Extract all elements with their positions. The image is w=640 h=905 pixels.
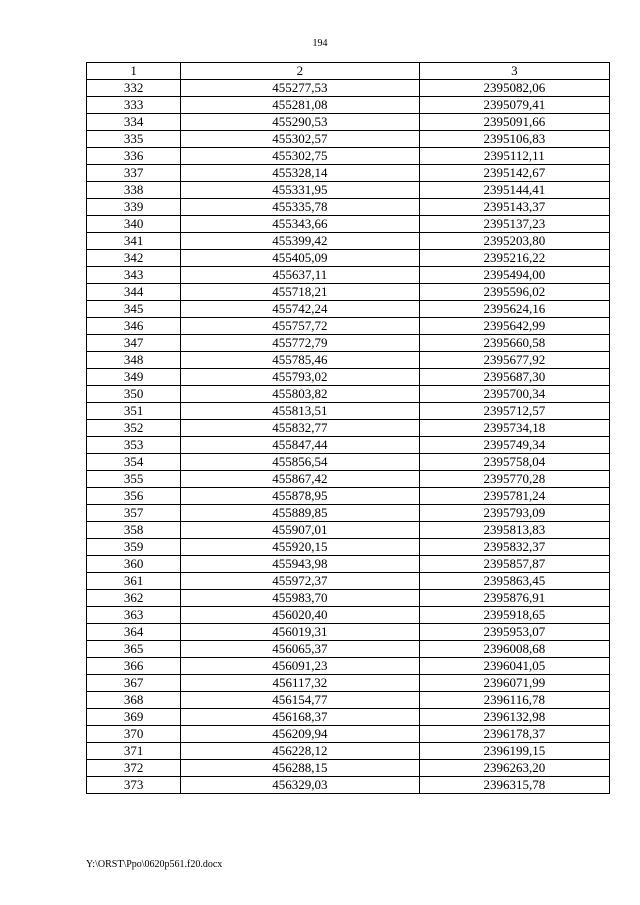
y-coordinate-cell: 2395953,07 xyxy=(419,624,609,641)
table-row xyxy=(87,284,610,301)
y-coordinate-cell: 2395781,24 xyxy=(419,488,609,505)
point-number-cell: 334 xyxy=(87,114,181,131)
table-row xyxy=(87,267,610,284)
x-coordinate-cell: 455878,95 xyxy=(181,488,419,505)
point-number-cell: 366 xyxy=(87,658,181,675)
x-coordinate-cell: 455847,44 xyxy=(181,437,419,454)
table-row xyxy=(87,182,610,199)
table-row xyxy=(87,692,610,709)
column-header-1: 1 xyxy=(87,63,181,80)
y-coordinate-cell: 2395712,57 xyxy=(419,403,609,420)
point-number-cell: 332 xyxy=(87,80,181,97)
point-number-cell: 341 xyxy=(87,233,181,250)
x-coordinate-cell: 455335,78 xyxy=(181,199,419,216)
y-coordinate-cell: 2395091,66 xyxy=(419,114,609,131)
y-coordinate-cell: 2395137,23 xyxy=(419,216,609,233)
x-coordinate-cell: 456065,37 xyxy=(181,641,419,658)
point-number-cell: 360 xyxy=(87,556,181,573)
x-coordinate-cell: 455637,11 xyxy=(181,267,419,284)
point-number-cell: 369 xyxy=(87,709,181,726)
point-number-cell: 336 xyxy=(87,148,181,165)
y-coordinate-cell: 2395863,45 xyxy=(419,573,609,590)
table-row xyxy=(87,97,610,114)
y-coordinate-cell: 2395918,65 xyxy=(419,607,609,624)
point-number-cell: 342 xyxy=(87,250,181,267)
point-number-cell: 347 xyxy=(87,335,181,352)
y-coordinate-cell: 2395596,02 xyxy=(419,284,609,301)
point-number-cell: 338 xyxy=(87,182,181,199)
x-coordinate-cell: 455331,95 xyxy=(181,182,419,199)
y-coordinate-cell: 2395142,67 xyxy=(419,165,609,182)
y-coordinate-cell: 2395734,18 xyxy=(419,420,609,437)
x-coordinate-cell: 455920,15 xyxy=(181,539,419,556)
y-coordinate-cell: 2395143,37 xyxy=(419,199,609,216)
point-number-cell: 363 xyxy=(87,607,181,624)
y-coordinate-cell: 2395494,00 xyxy=(419,267,609,284)
y-coordinate-cell: 2395642,99 xyxy=(419,318,609,335)
x-coordinate-cell: 455867,42 xyxy=(181,471,419,488)
table-row xyxy=(87,607,610,624)
point-number-cell: 346 xyxy=(87,318,181,335)
x-coordinate-cell: 455742,24 xyxy=(181,301,419,318)
table-row xyxy=(87,301,610,318)
x-coordinate-cell: 456209,94 xyxy=(181,726,419,743)
point-number-cell: 345 xyxy=(87,301,181,318)
y-coordinate-cell: 2395832,37 xyxy=(419,539,609,556)
point-number-cell: 333 xyxy=(87,97,181,114)
y-coordinate-cell: 2395660,58 xyxy=(419,335,609,352)
table-row xyxy=(87,590,610,607)
point-number-cell: 337 xyxy=(87,165,181,182)
x-coordinate-cell: 456020,40 xyxy=(181,607,419,624)
x-coordinate-cell: 455813,51 xyxy=(181,403,419,420)
coordinates-table xyxy=(86,62,610,794)
page-number: 194 xyxy=(312,38,328,49)
point-number-cell: 343 xyxy=(87,267,181,284)
x-coordinate-cell: 455793,02 xyxy=(181,369,419,386)
y-coordinate-cell: 2395079,41 xyxy=(419,97,609,114)
y-coordinate-cell: 2395624,16 xyxy=(419,301,609,318)
y-coordinate-cell: 2395203,80 xyxy=(419,233,609,250)
y-coordinate-cell: 2396041,05 xyxy=(419,658,609,675)
table-row xyxy=(87,760,610,777)
point-number-cell: 335 xyxy=(87,131,181,148)
table-row xyxy=(87,726,610,743)
point-number-cell: 350 xyxy=(87,386,181,403)
x-coordinate-cell: 455856,54 xyxy=(181,454,419,471)
y-coordinate-cell: 2395700,34 xyxy=(419,386,609,403)
point-number-cell: 340 xyxy=(87,216,181,233)
point-number-cell: 349 xyxy=(87,369,181,386)
point-number-cell: 356 xyxy=(87,488,181,505)
y-coordinate-cell: 2395112,11 xyxy=(419,148,609,165)
y-coordinate-cell: 2396132,98 xyxy=(419,709,609,726)
table-row xyxy=(87,148,610,165)
table-row xyxy=(87,641,610,658)
x-coordinate-cell: 456117,32 xyxy=(181,675,419,692)
x-coordinate-cell: 455983,70 xyxy=(181,590,419,607)
table-row xyxy=(87,522,610,539)
y-coordinate-cell: 2395813,83 xyxy=(419,522,609,539)
x-coordinate-cell: 455889,85 xyxy=(181,505,419,522)
y-coordinate-cell: 2395758,04 xyxy=(419,454,609,471)
point-number-cell: 354 xyxy=(87,454,181,471)
x-coordinate-cell: 455972,37 xyxy=(181,573,419,590)
y-coordinate-cell: 2395793,09 xyxy=(419,505,609,522)
table-row xyxy=(87,437,610,454)
x-coordinate-cell: 456091,23 xyxy=(181,658,419,675)
table-body xyxy=(87,80,610,794)
y-coordinate-cell: 2395144,41 xyxy=(419,182,609,199)
x-coordinate-cell: 455718,21 xyxy=(181,284,419,301)
point-number-cell: 344 xyxy=(87,284,181,301)
point-number-cell: 361 xyxy=(87,573,181,590)
x-coordinate-cell: 456288,15 xyxy=(181,760,419,777)
point-number-cell: 353 xyxy=(87,437,181,454)
y-coordinate-cell: 2395677,92 xyxy=(419,352,609,369)
table-row xyxy=(87,454,610,471)
y-coordinate-cell: 2396199,15 xyxy=(419,743,609,760)
y-coordinate-cell: 2395106,83 xyxy=(419,131,609,148)
table-row xyxy=(87,556,610,573)
column-header-2: 2 xyxy=(181,63,419,80)
table-row xyxy=(87,420,610,437)
y-coordinate-cell: 2395687,30 xyxy=(419,369,609,386)
y-coordinate-cell: 2395876,91 xyxy=(419,590,609,607)
table-row xyxy=(87,488,610,505)
x-coordinate-cell: 455832,77 xyxy=(181,420,419,437)
table-row xyxy=(87,233,610,250)
y-coordinate-cell: 2396071,99 xyxy=(419,675,609,692)
table-row xyxy=(87,777,610,794)
table-row xyxy=(87,675,610,692)
point-number-cell: 352 xyxy=(87,420,181,437)
y-coordinate-cell: 2396178,37 xyxy=(419,726,609,743)
x-coordinate-cell: 455290,53 xyxy=(181,114,419,131)
point-number-cell: 357 xyxy=(87,505,181,522)
x-coordinate-cell: 456168,37 xyxy=(181,709,419,726)
table-row xyxy=(87,471,610,488)
table-row xyxy=(87,250,610,267)
x-coordinate-cell: 455405,09 xyxy=(181,250,419,267)
table-row xyxy=(87,352,610,369)
x-coordinate-cell: 455772,79 xyxy=(181,335,419,352)
x-coordinate-cell: 455785,46 xyxy=(181,352,419,369)
point-number-cell: 367 xyxy=(87,675,181,692)
table-row xyxy=(87,369,610,386)
table-row xyxy=(87,386,610,403)
point-number-cell: 348 xyxy=(87,352,181,369)
x-coordinate-cell: 456154,77 xyxy=(181,692,419,709)
table-row xyxy=(87,403,610,420)
column-header-3: 3 xyxy=(419,63,609,80)
y-coordinate-cell: 2396008,68 xyxy=(419,641,609,658)
point-number-cell: 358 xyxy=(87,522,181,539)
table-header-row xyxy=(87,63,610,80)
x-coordinate-cell: 455302,57 xyxy=(181,131,419,148)
y-coordinate-cell: 2396116,78 xyxy=(419,692,609,709)
y-coordinate-cell: 2395082,06 xyxy=(419,80,609,97)
table-row xyxy=(87,539,610,556)
y-coordinate-cell: 2395857,87 xyxy=(419,556,609,573)
point-number-cell: 370 xyxy=(87,726,181,743)
x-coordinate-cell: 456228,12 xyxy=(181,743,419,760)
y-coordinate-cell: 2396315,78 xyxy=(419,777,609,794)
point-number-cell: 364 xyxy=(87,624,181,641)
point-number-cell: 355 xyxy=(87,471,181,488)
x-coordinate-cell: 455277,53 xyxy=(181,80,419,97)
y-coordinate-cell: 2396263,20 xyxy=(419,760,609,777)
table-row xyxy=(87,743,610,760)
point-number-cell: 339 xyxy=(87,199,181,216)
table-row xyxy=(87,80,610,97)
table-row xyxy=(87,199,610,216)
table-row xyxy=(87,573,610,590)
table-row xyxy=(87,318,610,335)
x-coordinate-cell: 455281,08 xyxy=(181,97,419,114)
x-coordinate-cell: 455399,42 xyxy=(181,233,419,250)
x-coordinate-cell: 455803,82 xyxy=(181,386,419,403)
table-row xyxy=(87,131,610,148)
point-number-cell: 351 xyxy=(87,403,181,420)
x-coordinate-cell: 456329,03 xyxy=(181,777,419,794)
table-row xyxy=(87,624,610,641)
point-number-cell: 359 xyxy=(87,539,181,556)
x-coordinate-cell: 455328,14 xyxy=(181,165,419,182)
x-coordinate-cell: 455907,01 xyxy=(181,522,419,539)
x-coordinate-cell: 455343,66 xyxy=(181,216,419,233)
table-row xyxy=(87,709,610,726)
table-row xyxy=(87,505,610,522)
point-number-cell: 372 xyxy=(87,760,181,777)
table-row xyxy=(87,658,610,675)
y-coordinate-cell: 2395749,34 xyxy=(419,437,609,454)
y-coordinate-cell: 2395770,28 xyxy=(419,471,609,488)
x-coordinate-cell: 456019,31 xyxy=(181,624,419,641)
table-row xyxy=(87,216,610,233)
table-row xyxy=(87,165,610,182)
x-coordinate-cell: 455943,98 xyxy=(181,556,419,573)
point-number-cell: 362 xyxy=(87,590,181,607)
x-coordinate-cell: 455302,75 xyxy=(181,148,419,165)
x-coordinate-cell: 455757,72 xyxy=(181,318,419,335)
point-number-cell: 365 xyxy=(87,641,181,658)
table-row xyxy=(87,335,610,352)
point-number-cell: 371 xyxy=(87,743,181,760)
point-number-cell: 368 xyxy=(87,692,181,709)
y-coordinate-cell: 2395216,22 xyxy=(419,250,609,267)
point-number-cell: 373 xyxy=(87,777,181,794)
footer-file-path: Y:\ORST\Ppo\0620p561.f20.docx xyxy=(86,859,223,870)
table-row xyxy=(87,114,610,131)
